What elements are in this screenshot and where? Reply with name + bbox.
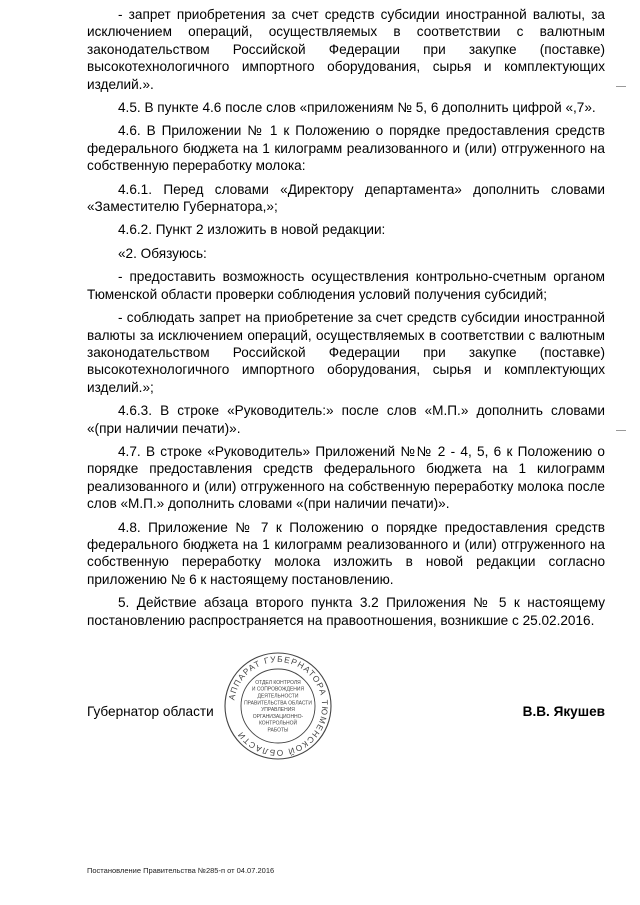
stamp-inner-line: РАБОТЫ xyxy=(267,727,289,734)
paragraph-4-6-1: 4.6.1. Перед словами «Директору департамента» дополнить словами «Заместителю Губернатора,»; xyxy=(87,181,605,215)
signatory-name: В.В. Якушев xyxy=(522,704,605,719)
paragraph-obligation-control: - предоставить возможность осуществления контрольно-счетным органом Тюменской области проверки соблюдения условий получения субсидий; xyxy=(87,269,605,302)
svg-text:АППАРАТ ГУБЕРНАТОРА ТЮМЕНСКОЙ: АППАРАТ ГУБЕРНАТОРА ТЮМЕНСКОЙ ОБЛАСТИ xyxy=(226,653,331,759)
stamp-inner-line: ОРГАНИЗАЦИОННО- xyxy=(252,713,304,720)
scan-mark xyxy=(616,86,626,87)
paragraph-4-8: 4.8. Приложение № 7 к Положению о порядке предоставления средств федерального бюджета на 1 килограмм реализованного и (или) отгруженного на собственную переработку молока изложить в новой редакции согласно приложению № 6 к настоящему постановлению. xyxy=(87,519,605,587)
stamp-inner-line: И СОПРОВОЖДЕНИЯ xyxy=(251,686,305,693)
stamp-inner-line: УПРАВЛЕНИЯ xyxy=(261,707,295,714)
stamp-inner-line: ДЕЯТЕЛЬНОСТИ xyxy=(257,693,299,700)
document-body xyxy=(87,6,605,635)
paragraph-obligation-currency: - соблюдать запрет на приобретение за счет средств субсидии иностранной валюты за исключением операций, осуществляемых в соответствии с валютным законодательством Российской Федерации при закупке (поставке) высокотехнологичного импортного оборудования, сырья и комплектующих изделий.»; xyxy=(87,310,605,395)
stamp-inner-line: ОТДЕЛ КОНТРОЛЯ xyxy=(255,679,301,686)
signatory-position: Губернатор области xyxy=(87,704,214,719)
paragraph-obligation-heading: «2. Обязуюсь: xyxy=(118,245,207,261)
paragraph-4-7: 4.7. В строке «Руководитель» Приложений №№ 2 - 4, 5, 6 к Положению о порядке предоставления средств федерального бюджета на 1 килограмм реализованного и (или) отгруженного на собственную переработку молока после слов «М.П.» дополнить словами «(при наличии печати)». xyxy=(87,443,605,512)
paragraph-5: 5. Действие абзаца второго пункта 3.2 Приложения № 5 к настоящему постановлению распространяется на правоотношения, возникшие с 25.02.2016. xyxy=(87,595,605,628)
paragraph-4-6: 4.6. В Приложении № 1 к Положению о порядке предоставления средств федерального бюджета на 1 килограмм реализованного и (или) отгруженного на собственную переработку молока: xyxy=(87,123,605,174)
paragraph-4-6-3: 4.6.3. В строке «Руководитель:» после слов «М.П.» дополнить словами «(при наличии печати)». xyxy=(87,403,605,436)
stamp-inner-line: ПРАВИТЕЛЬСТВА ОБЛАСТИ xyxy=(244,700,312,707)
paragraph-ban-currency: - запрет приобретения за счет средств субсидии иностранной валюты, за исключением операций, осуществляемых в соответствии с валютным законодательством Российской Федерации при закупке (поставке) высокотехнологичного импортного оборудования, сырья и комплектующих изделий.». xyxy=(87,7,605,92)
paragraph-4-5: 4.5. В пункте 4.6 после слов «приложениям № 5, 6 дополнить цифрой «,7». xyxy=(118,100,596,116)
signature-block xyxy=(87,704,605,728)
stamp-inner-line: КОНТРОЛЬНОЙ xyxy=(258,720,298,727)
document-footer: Постановление Правительства №285-п от 04.07.2016 xyxy=(87,866,275,875)
paragraph-4-6-2: 4.6.2. Пункт 2 изложить в новой редакции: xyxy=(118,222,386,238)
scan-mark xyxy=(616,430,626,431)
